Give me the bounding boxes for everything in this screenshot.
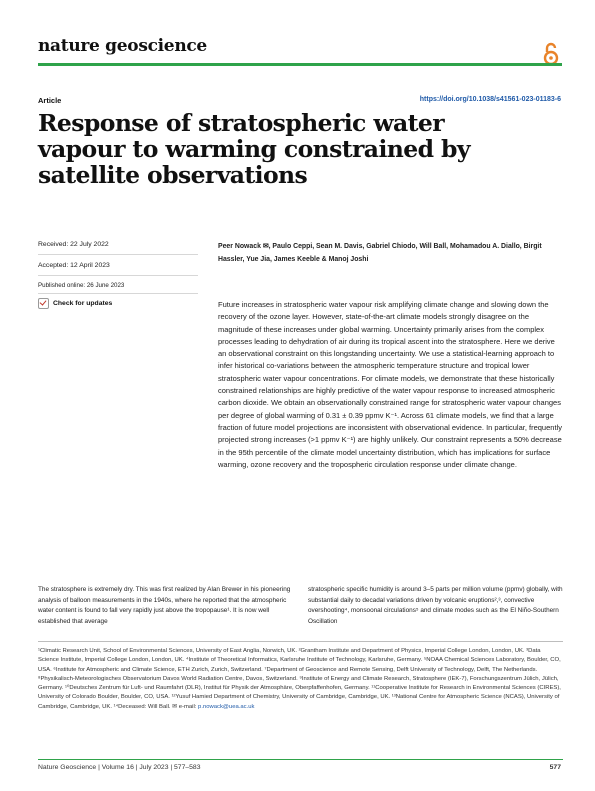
- received-date: Received: 22 July 2022: [38, 241, 109, 248]
- meta-divider: [38, 254, 198, 255]
- journal-name: nature geoscience: [38, 36, 207, 56]
- article-title: Response of stratospheric water vapour to warming constrained by satellite observations: [38, 109, 470, 189]
- body-text-left: The stratosphere is extremely dry. This was first realized by Alan Brewer in his pioneering analysis of balloon measurements in the 1940s, where he reported that the atmospheric water content is found to fall very rapidly just above the tropopause¹. It is now well established that average: [38, 586, 291, 625]
- page-number: 577: [549, 764, 561, 771]
- affiliations-divider: [38, 641, 563, 642]
- article-type: Article: [38, 96, 62, 105]
- header-rule: [38, 63, 562, 66]
- abstract: Future increases in stratospheric water vapour risk amplifying climate change and slowing down the recovery of the ozone layer. However, state-of-the-art climate models strongly disagree on the magnitude of these increases under global warming. Uncertainty primarily arises from the complex processes leading to dehydration of air during its tropical ascent into the stratosphere. Here we derive an observational constraint on this longstanding uncertainty. We use a statistical-learning approach to infer historical co-variations between the atmospheric temperature structure and tropical lower stratospheric water vapour concentrations. For climate models, we demonstrate that these historically constrained relationships are highly predictive of the water vapour response to increased atmospheric carbon dioxide. We obtain an observationally constrained range for stratospheric water vapour changes per degree of global warming of 0.31 ± 0.39 ppmv K⁻¹. Across 61 climate models, we find that a large fraction of future model projections are inconsistent with observational evidence. In particular, frequently projected strong increases (>1 ppmv K⁻¹) are highly unlikely. Our constraint represents a 50% decrease in the 95th percentile of the climate model uncertainty distribution, which has implications for surface warming, ozone recovery and the tropospheric circulation response under climate change.: [218, 300, 562, 469]
- check-updates-label: Check for updates: [53, 300, 113, 307]
- published-date: Published online: 26 June 2023: [38, 282, 125, 289]
- affiliations: [38, 647, 563, 712]
- email-link[interactable]: p.nowack@uea.ac.uk: [198, 703, 255, 710]
- check-updates-icon: [38, 298, 49, 309]
- affiliations-text: ¹Climatic Research Unit, School of Environmental Sciences, University of East Anglia, Norwich, UK. ²Grantham Institute and Department of Physics, Imperial College London, London, UK. ³Data Science Institute, Imperial College London, London, UK. ⁴Institute of Theoretical Informatics, Karlsruhe Institute of Technology, Karlsruhe, Germany. ⁵NOAA Chemical Sciences Laboratory, Boulder, CO, USA. ⁶Institute for Atmospheric and Climate Science, ETH Zurich, Zurich, Switzerland. ⁷Department of Geoscience and Remote Sensing, Delft University of Technology, Delft, The Netherlands. ⁸Physikalisch-Meteorologisches Observatorium Davos World Radiation Centre, Davos, Switzerland. ⁹Institute of Energy and Climate Research, Stratosphere (IEK-7), Forschungszentrum Jülich, Jülich, Germany. ¹⁰Deutsches Zentrum für Luft- und Raumfahrt (DLR), Institut für Physik der Atmosphäre, Oberpfaffenhofen, Germany. ¹¹Cooperative Institute for Research in Environmental Sciences (CIRES), University of Colorado Boulder, Boulder, CO, USA. ¹²Yusuf Hamied Department of Chemistry, University of Cambridge, Cambridge, UK. ¹³National Centre for Atmospheric Science (NCAS), University of Cambridge, Cambridge, UK.: [38, 648, 561, 710]
- footer-citation: Nature Geoscience | Volume 16 | July 2023 | 577–583: [38, 764, 201, 771]
- footer-rule: [38, 759, 563, 760]
- meta-divider: [38, 293, 198, 294]
- body-text-right: stratospheric specific humidity is around 3–5 parts per million volume (ppmv) globally, with substantial daily to decadal variations driven by volcanic eruptions²,³, convective overshooting⁴, monsoonal circulations⁵ and climate modes such as the El Niño-Southern Oscillation: [308, 586, 563, 625]
- meta-divider: [38, 275, 198, 276]
- correspondence-prefix: ¹⁴Deceased: Will Ball. ✉ e-mail:: [113, 703, 199, 710]
- author-list: Peer Nowack ✉, Paulo Ceppi, Sean M. Davis, Gabriel Chiodo, Will Ball, Mohamadou A. Diallo, Birgit Hassler, Yue Jia, James Keeble & Manoj Joshi: [218, 243, 542, 263]
- doi-link[interactable]: https://doi.org/10.1038/s41561-023-01183-6: [419, 96, 561, 103]
- accepted-date: Accepted: 12 April 2023: [38, 262, 110, 269]
- check-for-updates-button[interactable]: [38, 298, 112, 309]
